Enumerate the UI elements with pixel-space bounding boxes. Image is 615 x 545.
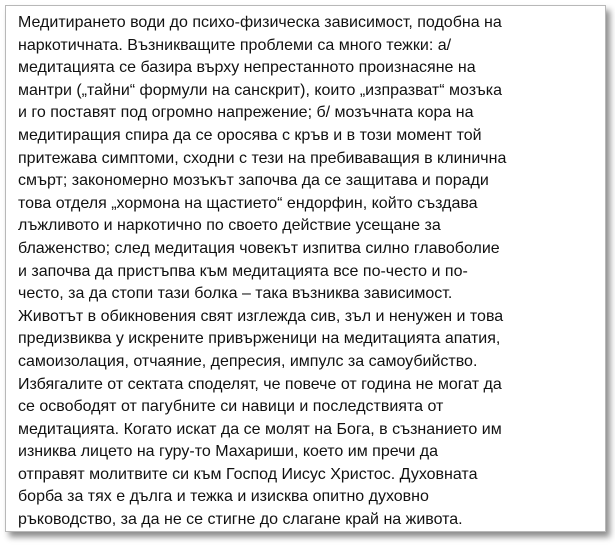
text-line: се освободят от пагубните си навици и последствията от xyxy=(18,398,444,416)
text-line: често, за да стопи тази болка – така възниква зависимост. xyxy=(18,285,453,303)
text-line: притежава симптоми, сходни с тези на пребиваващия в клинична xyxy=(18,149,507,167)
text-line: Медитирането води до психо-физическа зависимост, подобна на xyxy=(18,14,502,31)
text-line: медитиращия спира да се оросява с кръв и в този момент той xyxy=(18,126,482,144)
text-line: мантри („тайни“ формули на санскрит), които „изпразват“ мозъка xyxy=(18,81,502,99)
text-line: Избягалите от сектата споделят, че повече от година не могат да xyxy=(18,375,502,393)
text-line: и го поставят под огромно напрежение; б/ мозъчната кора на xyxy=(18,104,474,122)
text-line: медитацията се базира върху непрестанното произнасяне на xyxy=(18,59,476,77)
text-line: отправят молитвите си към Господ Иисус Христос. Духовната xyxy=(18,465,478,483)
text-line: блаженство; след медитация човекът изпитва силно главоболие xyxy=(18,239,500,257)
text-line: Животът в обикновения свят изглежда сив, зъл и ненужен и това xyxy=(18,307,504,325)
text-line: това отделя „хормона на щастието“ ендорфин, който създава xyxy=(18,194,478,212)
text-line: наркотичната. Възникващите проблеми са много тежки: а/ xyxy=(18,36,452,54)
document-frame xyxy=(5,5,606,532)
text-line: предизвиква у искрените привърженици на медитацията апатия, xyxy=(18,330,501,348)
text-line: самоизолация, отчаяние, депресия, импулс за самоубийство. xyxy=(18,352,478,370)
text-line: ръководство, за да не се стигне до слагане край на живота. xyxy=(18,511,463,529)
text-line: изниква лицето на гуру-то Махариши, което им пречи да xyxy=(18,443,439,461)
text-line: и започва да пристъпва към медитацията все по-често и по- xyxy=(18,262,468,280)
text-line: лъжливото и наркотично по своето действие усещане за xyxy=(18,217,441,235)
text-line: смърт; закономерно мозъкът започва да се защитава и поради xyxy=(18,172,489,190)
text-line: борба за тях е дълга и тежка и изисква опитно духовно xyxy=(18,488,429,506)
article-text xyxy=(18,12,608,532)
text-line: медитацията. Когато искат да се молят на Бога, в съзнанието им xyxy=(18,420,502,438)
